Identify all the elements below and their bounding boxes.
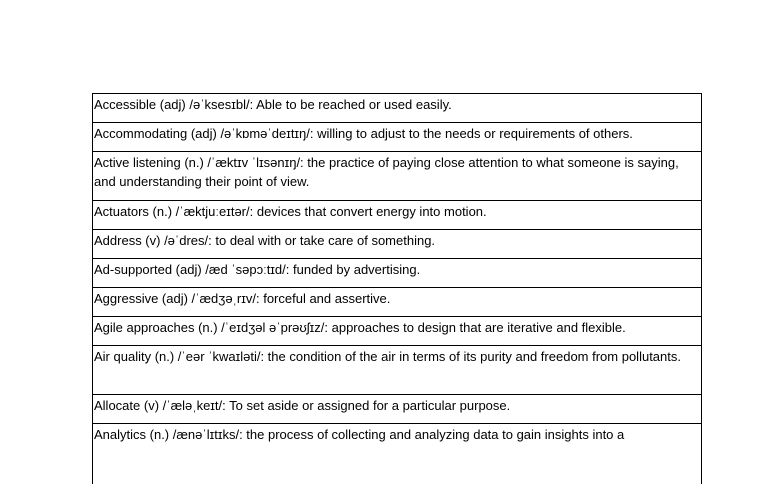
glossary-entry-active-listening: Active listening (n.) /ˈæktɪv ˈlɪsənɪŋ/: the practice of paying close attention to what someone is saying, and understanding their point of view. [93,152,701,201]
glossary-entry-ad-supported: Ad-supported (adj) /æd ˈsəpɔːtɪd/: funded by advertising. [93,259,701,288]
glossary-entry-accessible: Accessible (adj) /əˈksesɪbl/: Able to be reached or used easily. [93,94,701,123]
glossary-entry-actuators: Actuators (n.) /ˈæktjuːeɪtər/: devices that convert energy into motion. [93,201,701,230]
glossary-entry-address: Address (v) /əˈdres/: to deal with or take care of something. [93,230,701,259]
glossary-entry-allocate: Allocate (v) /ˈæləˌkeɪt/: To set aside or assigned for a particular purpose. [93,395,701,424]
glossary-entry-accommodating: Accommodating (adj) /əˈkɒməˈdeɪtɪŋ/: willing to adjust to the needs or requirements of others. [93,123,701,152]
glossary-entry-air-quality: Air quality (n.) /ˈeər ˈkwaɪləti/: the condition of the air in terms of its purity and freedom from pollutants. [93,346,701,395]
glossary-entry-aggressive: Aggressive (adj) /ˈædʒəˌrɪv/: forceful and assertive. [93,288,701,317]
glossary-table [92,93,702,484]
glossary-entry-agile-approaches: Agile approaches (n.) /ˈeɪdʒəl əˈprəʊʃɪz/: approaches to design that are iterative and flexible. [93,317,701,346]
glossary-entry-analytics: Analytics (n.) /ænəˈlɪtɪks/: the process of collecting and analyzing data to gain insights into a [94,427,625,442]
